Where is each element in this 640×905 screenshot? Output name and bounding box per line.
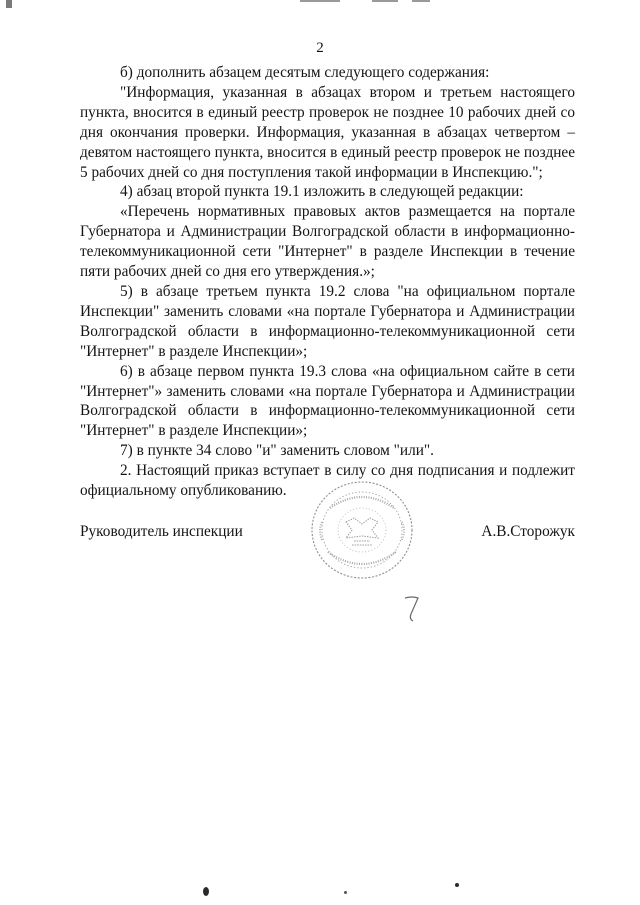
paragraph-item-5: 5) в абзаце третьем пункта 19.2 слова "на официальном портале Инспекции" заменить словами «на портале Губернатора и Администрации Волгоградской области в информационно-телекоммуникационной сети "Интернет" в разделе Инспекции»; — [80, 282, 575, 360]
scan-artifacts — [0, 880, 640, 900]
paragraph-item-4: 4) абзац второй пункта 19.1 изложить в следующей редакции: — [120, 183, 524, 201]
signatory-title: Руководитель инспекции — [80, 523, 243, 540]
paragraph-quoted-registry: "Информация, указанная в абзацах втором и третьем настоящего пункта, вносится в единый реестр проверок не позднее 10 рабочих дней со дня окончания проверки. Информация, указанная в абзацах четвертом – девятом настоящего пункта, вносится в единый реестр проверок не позднее 5 рабочих дней со дня поступления такой информации в Инспекцию."; — [80, 83, 575, 181]
paragraph-quoted-list: «Перечень нормативных правовых актов размещается на портале Губернатора и Администрации Волгоградской области в информационно-телекоммуникационной сети "Интернет" в разделе Инспекции в течение пяти рабочих дней со дня его утверждения.»; — [80, 203, 575, 281]
paragraph-amend-b: б) дополнить абзацем десятым следующего содержания: — [120, 64, 490, 81]
handwritten-signature-mark — [402, 594, 424, 624]
paragraph-item-7: 7) в пункте 34 слово "и" заменить словом "или". — [120, 442, 434, 460]
scan-edge-marks — [0, 0, 640, 8]
official-seal-stamp — [308, 478, 416, 582]
document-body — [80, 63, 575, 501]
paragraph-item-6: 6) в абзаце первом пункта 19.3 слова «на официальном сайте в сети "Интернет"» заменить словами «на портале Губернатора и Администрации Волгоградской области в информационно-телекоммуникационной сети "Интернет" в разделе Инспекции»; — [80, 362, 575, 440]
paragraph-effective: 2. Настоящий приказ вступает в силу со дня подписания и подлежит официальному опубликованию. — [80, 462, 575, 500]
page-number: 2 — [316, 40, 324, 56]
signatory-name: А.В.Сторожук — [481, 523, 575, 540]
